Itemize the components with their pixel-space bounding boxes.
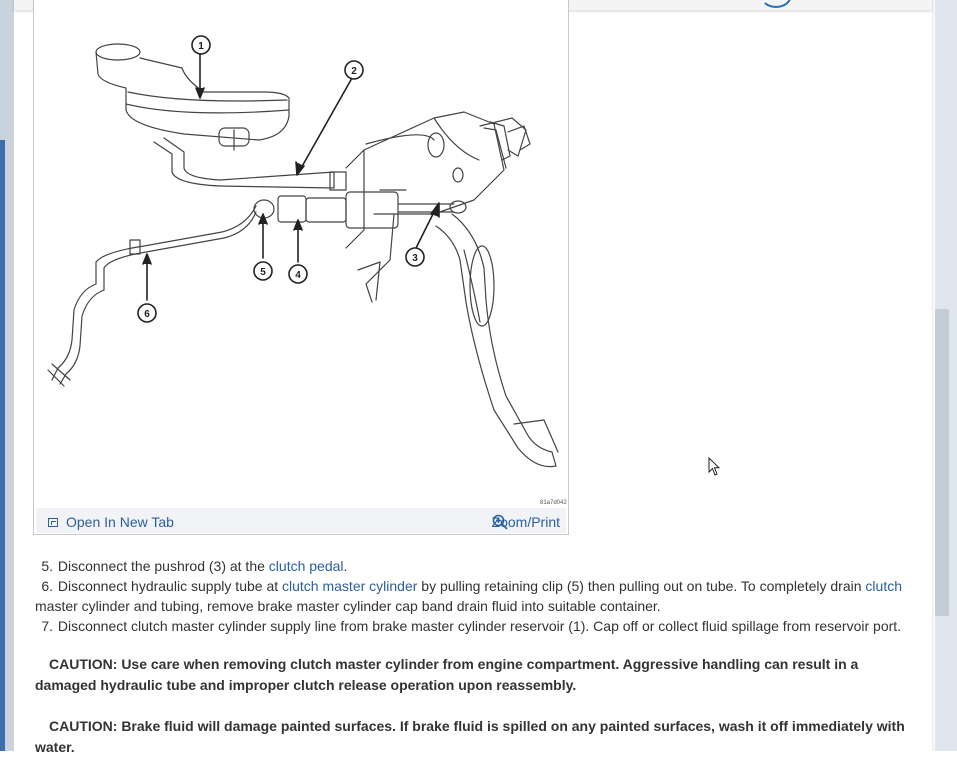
mouse-cursor-icon (708, 457, 722, 477)
callout-labels (138, 36, 424, 322)
step-item (35, 576, 925, 616)
caution-handling (35, 654, 915, 696)
caution-brake-fluid-text: CAUTION: Brake fluid will damage painted surfaces. If brake fluid is spilled on any painted surfaces, wash it off immediately with water. (35, 718, 905, 755)
step-text: . (343, 558, 348, 574)
callout-6-text: 6 (144, 309, 150, 320)
callout-markers (143, 52, 439, 300)
open-in-new-tab-label: Open In New Tab (66, 514, 174, 530)
callout-2-text: 2 (351, 66, 357, 77)
zoom-icon (492, 514, 508, 530)
brake-fluid-reservoir (96, 44, 289, 186)
step-text: by pulling retaining clip (5) then pulling out on tube. To completely drain (417, 578, 866, 594)
callout-4-text: 4 (295, 270, 301, 281)
pedal-bracket (346, 112, 510, 302)
step-text: Disconnect clutch master cylinder supply line from brake master cylinder reservoir (1). Cap off or collect fluid spillage from reservoir port. (57, 618, 902, 634)
step-item (35, 616, 925, 636)
step-text: Disconnect the pushrod (3) at the (57, 558, 269, 574)
caution-brake-fluid (35, 716, 915, 758)
term-link[interactable]: clutch (865, 578, 902, 594)
callout-5-text: 5 (260, 267, 266, 278)
step-number: 7. (41, 618, 53, 634)
zoom-print-label: Zoom/Print (491, 514, 560, 530)
procedure-steps (35, 556, 925, 636)
clutch-master-cylinder-diagram (34, 0, 570, 508)
open-in-new-tab-link[interactable] (48, 514, 174, 530)
step-number: 6. (41, 578, 53, 594)
step-number: 5. (41, 558, 53, 574)
figure-toolbar (36, 508, 566, 533)
scrollbar-thumb[interactable] (935, 309, 949, 616)
term-link[interactable]: clutch pedal (268, 558, 344, 574)
clutch-diagram-figure (33, 0, 569, 535)
callout-3-text: 3 (412, 253, 418, 264)
page-background-left (0, 0, 14, 751)
caution-handling-text: CAUTION: Use care when removing clutch master cylinder from engine compartment. Aggressive handling can result in a damaged hydraulic tube and improper clutch release operation upon reassembly. (35, 656, 859, 693)
callout-1-text: 1 (198, 41, 204, 52)
zoom-print-link[interactable] (492, 514, 560, 530)
step-item (35, 556, 925, 576)
step-text: master cylinder and tubing, remove brake master cylinder cap band drain fluid into suitable container. (35, 598, 661, 614)
window-edge (0, 140, 5, 751)
step-text: Disconnect hydraulic supply tube at (57, 578, 283, 594)
hydraulic-tube (48, 206, 256, 386)
supply-line (220, 172, 346, 190)
term-link[interactable]: clutch master cylinder (282, 578, 418, 594)
open-new-tab-icon (48, 518, 58, 527)
figure-code: 81a7d042 (540, 500, 567, 506)
header-icon (760, 0, 792, 8)
